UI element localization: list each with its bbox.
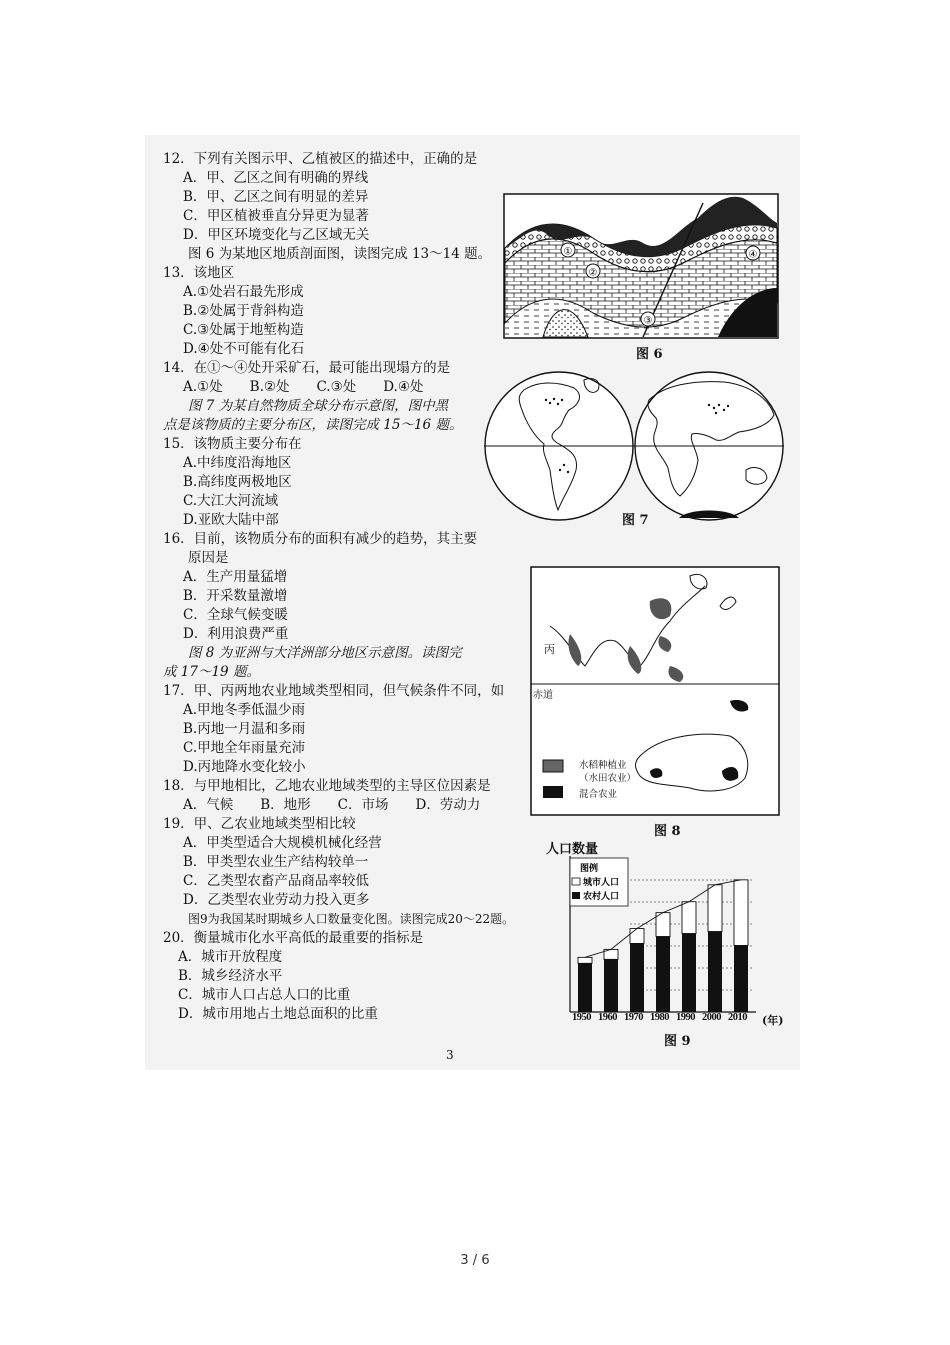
bar-rural-2010 [734, 945, 748, 1012]
fig8-legend-mixed: 混合农业 [579, 789, 618, 800]
q12-option-b: B．甲、乙区之间有明显的差异 [183, 189, 369, 205]
q19-option-d: D．乙类型农业劳动力投入更多 [183, 892, 370, 908]
q12-stem: 12．下列有关图示甲、乙植被区的描述中，正确的是 [163, 151, 478, 167]
q18-options: A．气候 B．地形 C．市场 D．劳动力 [183, 797, 481, 813]
fig6-label-3: ③ [643, 315, 653, 327]
q13-option-a: A.①处岩石最先形成 [183, 284, 304, 300]
fig9-ylabel: 人口数量 [546, 842, 599, 857]
q15-option-b: B.高纬度两极地区 [183, 474, 292, 490]
fig9-caption: 图 9 [664, 1034, 691, 1049]
x-tick-1960: 1960 [598, 1012, 617, 1023]
fig8-asia-oceania-map [530, 566, 780, 816]
fig9-intro: 图9为我国某时期城乡人口数量变化图。读图完成20～22题。 [188, 912, 515, 926]
fig9-x-unit: (年) [762, 1014, 784, 1027]
q16-option-d: D．利用浪费严重 [183, 626, 289, 642]
fig7-caption: 图 7 [622, 513, 649, 528]
q12-option-a: A．甲、乙区之间有明确的界线 [183, 170, 369, 186]
q17-option-d: D.丙地降水变化较小 [183, 759, 306, 775]
q15-option-d: D.亚欧大陆中部 [183, 512, 279, 528]
bar-urban-1980 [656, 913, 670, 937]
fig9-x-axis-labels [560, 1012, 790, 1028]
q17-stem: 17．甲、丙两地农业地域类型相同，但气候条件不同，如 [163, 683, 505, 699]
q20-option-c: C．城市人口占总人口的比重 [178, 987, 351, 1003]
fig7-world-hemispheres [484, 370, 784, 522]
q20-option-d: D．城市用地占土地总面积的比重 [178, 1006, 378, 1022]
bar-urban-2000 [708, 885, 722, 932]
q13-option-d: D.④处不可能有化石 [183, 341, 305, 357]
fig6-label-1: ① [563, 246, 573, 258]
q16-stem-line1: 16．目前，该物质分布的面积有减少的趋势，其主要 [163, 531, 478, 547]
q13-option-c: C.③处属于地堑构造 [183, 322, 304, 338]
q17-option-a: A.甲地冬季低温少雨 [183, 702, 306, 718]
bar-urban-1950 [578, 957, 592, 963]
q12-option-d: D．甲区环境变化与乙区域无关 [183, 227, 370, 243]
x-tick-2010: 2010 [728, 1012, 747, 1023]
page-number: 3 [446, 1048, 454, 1062]
q20-option-a: A．城市开放程度 [178, 949, 283, 965]
q16-option-c: C．全球气候变暖 [183, 607, 288, 623]
q17-option-c: C.甲地全年雨量充沛 [183, 740, 306, 756]
bar-rural-1980 [656, 936, 670, 1012]
q20-stem: 20．衡量城市化水平高低的最重要的指标是 [163, 930, 424, 946]
bar-urban-1970 [630, 929, 644, 944]
q18-stem: 18．与甲地相比，乙地农业地域类型的主导区位因素是 [163, 778, 491, 794]
x-tick-2000: 2000 [702, 1012, 721, 1023]
fig9-population-chart [560, 856, 760, 1016]
x-tick-1980: 1980 [650, 1012, 669, 1023]
fig9-legend-title: 图例 [580, 864, 599, 874]
fig9-legend-rural: 农村人口 [583, 892, 620, 902]
q17-option-b: B.丙地一月温和多雨 [183, 721, 306, 737]
q19-stem: 19．甲、乙农业地域类型相比较 [163, 816, 356, 832]
q19-option-a: A．甲类型适合大规模机械化经营 [183, 835, 382, 851]
bar-urban-1990 [682, 902, 696, 934]
fig8-marker-bing: 丙 [544, 643, 555, 656]
fig8-legend-rice-line2: （水田农业） [579, 773, 637, 784]
bar-rural-1990 [682, 934, 696, 1012]
fig9-legend-urban: 城市人口 [583, 878, 620, 888]
q14-options: A.①处 B.②处 C.③处 D.④处 [183, 379, 424, 395]
viewer-page-indicator: 3 / 6 [460, 1253, 490, 1268]
q15-option-a: A.中纬度沿海地区 [183, 455, 292, 471]
fig8-equator-label: 赤道 [533, 690, 553, 701]
fig8-intro-line2: 成 17～19 题。 [163, 664, 260, 680]
x-tick-1970: 1970 [624, 1012, 643, 1023]
bar-rural-1960 [604, 959, 618, 1012]
q16-stem-line2: 原因是 [188, 550, 229, 566]
fig7-intro-line1: 图 7 为某自然物质全球分布示意图，图中黑 [188, 398, 449, 414]
q14-stem: 14．在①～④处开采矿石，最可能出现塌方的是 [163, 360, 451, 376]
fig7-intro-line2: 点是该物质的主要分布区，读图完成 15～16 题。 [163, 417, 463, 433]
q13-stem: 13．该地区 [163, 265, 235, 281]
fig8-intro-line1: 图 8 为亚洲与大洋洲部分地区示意图。读图完 [188, 645, 462, 661]
q19-option-c: C．乙类型农畜产品商品率较低 [183, 873, 369, 889]
q15-stem: 15．该物质主要分布在 [163, 436, 302, 452]
q16-option-a: A．生产用量猛增 [183, 569, 288, 585]
fig6-geologic-section [503, 193, 779, 339]
q13-option-b: B.②处属于背斜构造 [183, 303, 304, 319]
fig6-caption: 图 6 [636, 347, 663, 362]
q15-option-c: C.大江大河流域 [183, 493, 279, 509]
x-tick-1950: 1950 [572, 1012, 591, 1023]
fig6-label-4: ④ [748, 249, 758, 261]
fig8-caption: 图 8 [654, 824, 681, 839]
x-tick-1990: 1990 [676, 1012, 695, 1023]
q16-option-b: B．开采数量激增 [183, 588, 288, 604]
bar-rural-1950 [578, 963, 592, 1012]
q12-option-c: C．甲区植被垂直分异更为显著 [183, 208, 369, 224]
q19-option-b: B．甲类型农业生产结构较单一 [183, 854, 369, 870]
bar-urban-2010 [734, 880, 748, 946]
fig6-label-2: ② [588, 267, 598, 279]
q20-option-b: B．城乡经济水平 [178, 968, 283, 984]
fig6-intro: 图 6 为某地区地质剖面图，读图完成 13～14 题。 [188, 246, 492, 262]
bar-rural-2000 [708, 932, 722, 1012]
fig8-legend-rice-line1: 水稻种植业 [579, 760, 627, 771]
bar-rural-1970 [630, 943, 644, 1012]
